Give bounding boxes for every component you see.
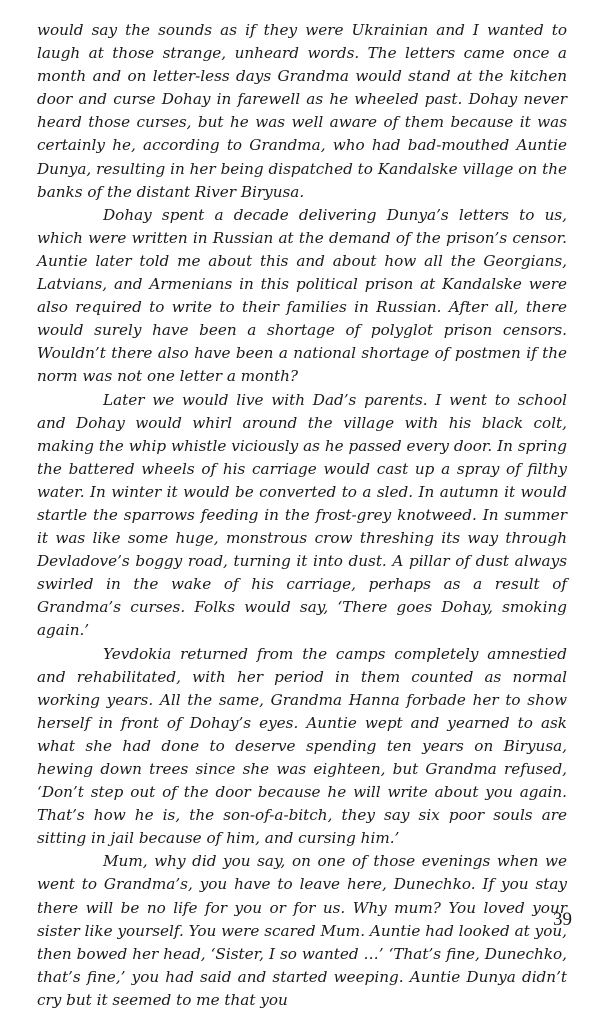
paragraph-3: Later we would live with Dad’s parents. I went to school and Dohay would whirl around the village with his black colt, making the whip whistle viciously as he passed every door. In spring the battered wheels of his carriage would cast up a spray of filthy water. In winter it would be converted to a sled. In autumn it would startle the sparrows feeding in the frost-grey knotweed. In summer it was like some huge, monstrous crow threshing its way through Devladove’s boggy road, turning it into dust. A pillar of dust always swirled in the wake of his carriage, perhaps as a result of Grandma’s curses. Folks would say, ‘There goes Dohay, smoking again.’ <box>37 390 567 640</box>
paragraph-2: Dohay spent a decade delivering Dunya’s letters to us, which were written in Russian at the demand of the prison’s censor. Auntie later told me about this and about how all the Georgians, Latvians, and Armenians in this political prison at Kandalske were also required to write to their families in Russian. After all, there would surely have been a shortage of polyglot prison censors. Wouldn’t there also have been a national shortage of postmen if the norm was not one letter a month? <box>37 205 567 386</box>
body-text <box>37 19 567 1012</box>
paragraph-4: Yevdokia returned from the camps completely amnestied and rehabilitated, with her period in them counted as normal working years. All the same, Grandma Hanna forbade her to show herself in front of Dohay’s eyes. Auntie wept and yearned to ask what she had done to deserve spending ten years on Biryusa, hewing down trees since she was eighteen, but Grandma refused, ‘Don’t step out of the door because he will write about you again. That’s how he is, the son-of-a-bitch, they say six poor souls are sitting in jail because of him, and cursing him.’ <box>37 644 567 848</box>
paragraph-5: Mum, why did you say, on one of those evenings when we went to Grandma’s, you have to leave here, Dunechko. If you stay there will be no life for you or for us. Why mum? You loved your sister like yourself. You were scared Mum. Auntie had looked at you, then bowed her head, ‘Sister, I so wanted …’ ‘That’s fine, Dunechko, that’s fine,’ you had said and started weeping. Auntie Dunya didn’t cry but it seemed to me that you <box>37 852 567 1009</box>
paragraph-1: would say the sounds as if they were Ukrainian and I wanted to laugh at those strange, unheard words. The letters came once a month and on letter-less days Grandma would stand at the kitchen door and curse Dohay in farewell as he wheeled past. Dohay never heard those curses, but he was well aware of them because it was certainly he, according to Grandma, who had bad-mouthed Auntie Dunya, resulting in her being dispatched to Kandalske village on the banks of the distant River Biryusa. <box>37 21 567 201</box>
page-number: 39 <box>553 909 572 930</box>
